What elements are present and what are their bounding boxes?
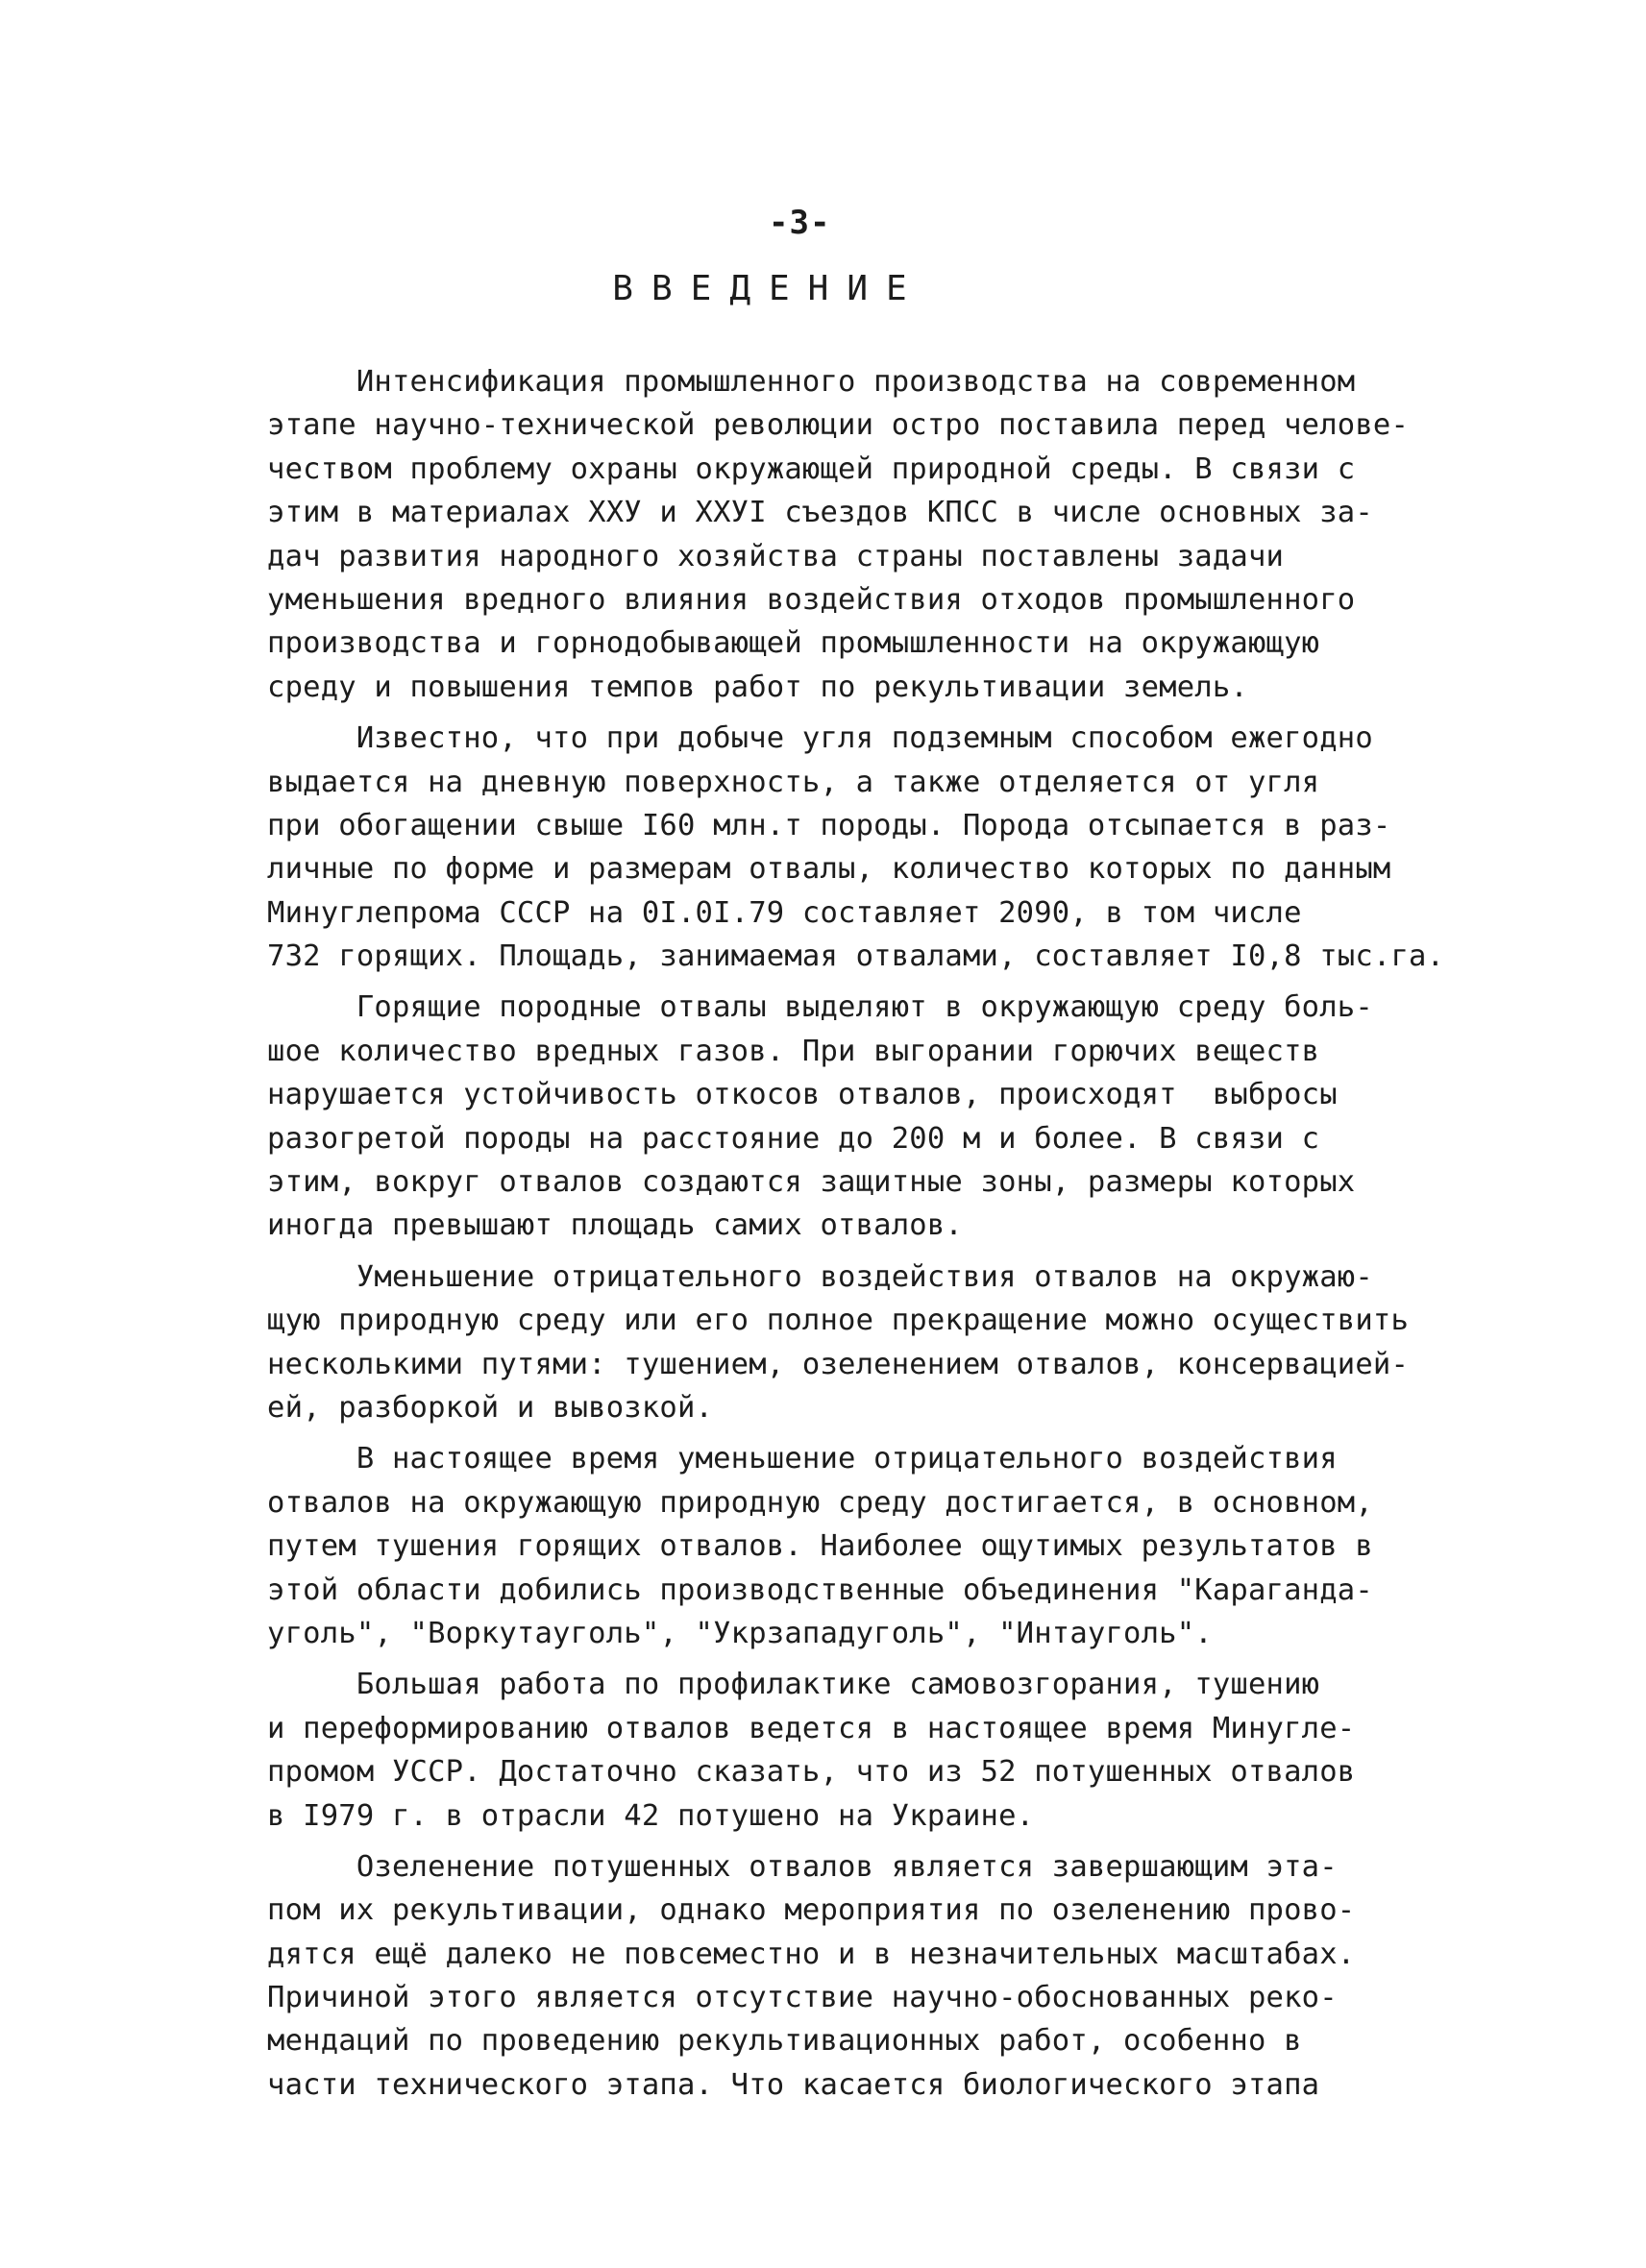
text-line: разогретой породы на расстояние до 200 м и более. В связи с <box>267 1121 1320 1156</box>
page-number: -3- <box>769 204 831 242</box>
text-line: и переформированию отвалов ведется в настоящее время Минугле- <box>267 1711 1356 1745</box>
text-line: пом их рекультивации, однако мероприятия по озеленению прово- <box>267 1893 1356 1928</box>
text-line: этапе научно-технической революции остро поставила перед челове- <box>267 408 1410 443</box>
paragraph <box>267 1845 1449 2107</box>
text-line: ей, разборкой и вывозкой. <box>267 1390 714 1425</box>
text-line: Интенсификация промышленного производства на современном <box>267 365 1356 399</box>
paragraph <box>267 986 1449 1247</box>
text-line: иногда превышают площадь самих отвалов. <box>267 1208 963 1243</box>
text-line: нарушается устойчивость откосов отвалов, происходят выбросы <box>267 1078 1338 1112</box>
text-line: В настоящее время уменьшение отрицательного воздействия <box>267 1442 1338 1476</box>
text-line: этим, вокруг отвалов создаются защитные зоны, размеры которых <box>267 1165 1356 1200</box>
text-line: в I979 г. в отрасли 42 потушено на Украине. <box>267 1798 1035 1833</box>
text-line: щую природную среду или его полное прекращение можно осуществить <box>267 1304 1410 1338</box>
paragraph <box>267 1256 1449 1430</box>
text-line: Уменьшение отрицательного воздействия отвалов на окружаю- <box>267 1259 1373 1294</box>
text-line: личные по форме и размерам отвалы, количество которых по данным <box>267 852 1391 887</box>
text-line: промом УССР. Достаточно сказать, что из 52 потушенных отвалов <box>267 1755 1356 1790</box>
paragraph <box>267 360 1449 709</box>
paragraph <box>267 1663 1449 1838</box>
text-line: несколькими путями: тушением, озеленением отвалов, консервацией- <box>267 1347 1410 1381</box>
text-line: выдается на дневную поверхность, а также отделяется от угля <box>267 765 1320 799</box>
text-line: дач развития народного хозяйства страны поставлены задачи <box>267 539 1285 573</box>
text-line: среду и повышения темпов работ по рекультивации земель. <box>267 670 1248 704</box>
text-line: при обогащении свыше I60 млн.т породы. Порода отсыпается в раз- <box>267 808 1391 842</box>
text-line: путем тушения горящих отвалов. Наиболее ощутимых результатов в <box>267 1529 1373 1564</box>
text-line: 732 горящих. Площадь, занимаемая отвалами, составляет I0,8 тыс.га. <box>267 939 1445 974</box>
text-line: дятся ещё далеко не повсеместно и в незначительных масштабах. <box>267 1937 1356 1971</box>
section-heading: ВВЕДЕНИЕ <box>612 269 925 308</box>
text-line: этим в материалах ХХУ и ХХУI съездов КПСС в числе основных за- <box>267 496 1373 530</box>
text-line: мендаций по проведению рекультивационных работ, особенно в <box>267 2024 1302 2059</box>
text-line: уменьшения вредного влияния воздействия отходов промышленного <box>267 582 1356 617</box>
text-line: Минуглепрома СССР на 0I.0I.79 составляет 2090, в том числе <box>267 895 1302 930</box>
text-line: этой области добились производственные объединения "Караганда- <box>267 1573 1373 1607</box>
text-line: части технического этапа. Что касается биологического этапа <box>267 2067 1320 2102</box>
text-line: шое количество вредных газов. При выгорании горючих веществ <box>267 1034 1320 1068</box>
paragraph <box>267 1437 1449 1655</box>
text-line: уголь", "Воркутауголь", "Укрзападуголь", "Интауголь". <box>267 1616 1213 1650</box>
text-line: Озеленение потушенных отвалов является завершающим эта- <box>267 1849 1338 1884</box>
text-line: Большая работа по профилактике самовозгорания, тушению <box>267 1668 1320 1702</box>
text-line: чеством проблему охраны окружающей природной среды. В связи с <box>267 451 1356 486</box>
text-line: производства и горнодобывающей промышленности на окружающую <box>267 626 1320 661</box>
paragraph <box>267 717 1449 978</box>
text-line: Причиной этого является отсутствие научно-обоснованных реко- <box>267 1981 1338 2015</box>
body-text <box>267 360 1449 2107</box>
text-line: Горящие породные отвалы выделяют в окружающую среду боль- <box>267 990 1373 1025</box>
text-line: Известно, что при добыче угля подземным способом ежегодно <box>267 721 1373 756</box>
text-line: отвалов на окружающую природную среду достигается, в основном, <box>267 1485 1373 1520</box>
